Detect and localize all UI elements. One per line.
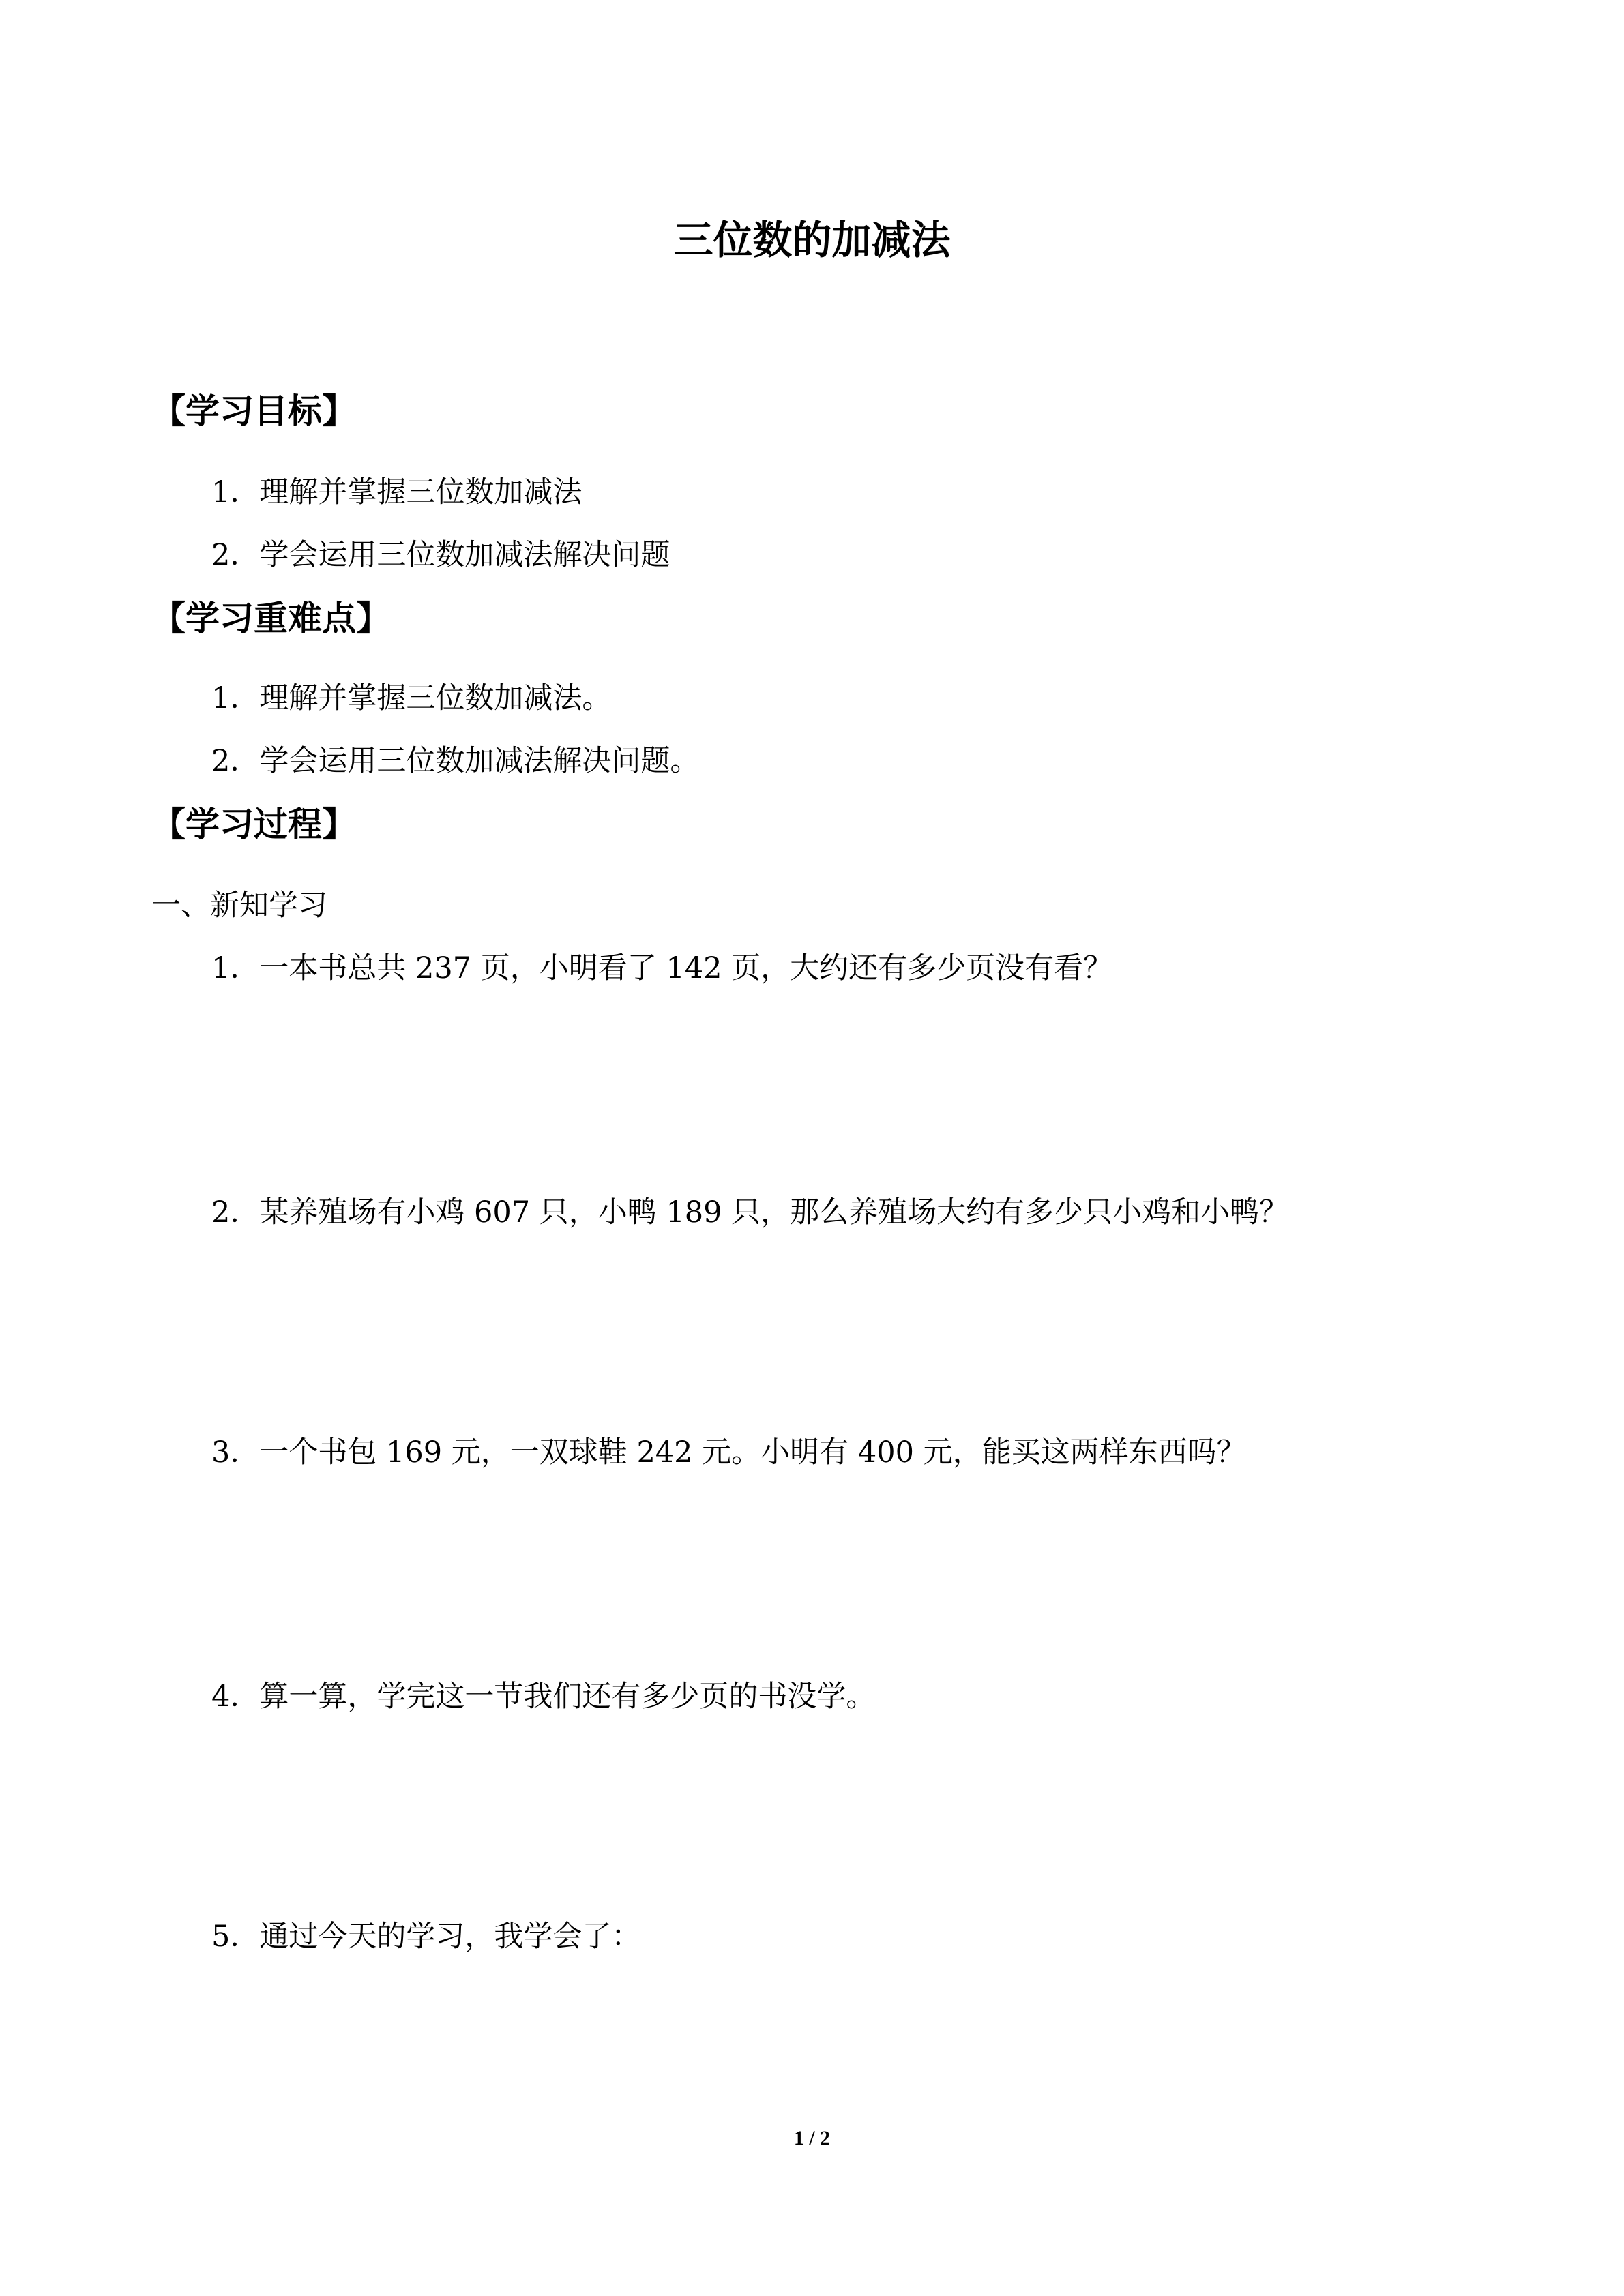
question-4 bbox=[211, 1676, 875, 1717]
question-3 bbox=[211, 1432, 1246, 1473]
question-text: 算一算，学完这一节我们还有多少页的书没学。 bbox=[259, 1680, 876, 1714]
question-text: 某养殖场有小鸡 607 只，小鸭 189 只，那么养殖场大约有多少只小鸡和小鸭？ bbox=[259, 1195, 1289, 1229]
objectives-heading: 【学习目标】 bbox=[151, 391, 356, 431]
objective-number: 1． bbox=[211, 475, 260, 509]
question-text: 一个书包 169 元，一双球鞋 242 元。小明有 400 元，能买这两样东西吗？ bbox=[259, 1435, 1246, 1470]
question-text: 一本书总共 237 页，小明看了 142 页，大约还有多少页没有看？ bbox=[259, 951, 1113, 985]
key-points-heading: 【学习重难点】 bbox=[151, 599, 390, 638]
question-5 bbox=[211, 1916, 640, 1957]
page-number: 1 / 2 bbox=[793, 2127, 831, 2149]
section-label: 一、新知学习 bbox=[151, 889, 327, 923]
question-number: 3． bbox=[211, 1435, 260, 1470]
objective-item-1 bbox=[211, 472, 582, 513]
question-text: 通过今天的学习，我学会了： bbox=[259, 1920, 641, 1954]
page-title: 三位数的加减法 bbox=[673, 217, 951, 263]
key-point-text: 理解并掌握三位数加减法。 bbox=[259, 681, 612, 715]
question-number: 2． bbox=[211, 1195, 260, 1229]
key-point-number: 2． bbox=[211, 744, 260, 778]
key-point-item-2 bbox=[211, 741, 699, 781]
question-number: 1． bbox=[211, 951, 260, 985]
objective-text: 理解并掌握三位数加减法 bbox=[259, 475, 582, 509]
key-point-item-1 bbox=[211, 678, 611, 719]
objective-number: 2． bbox=[211, 538, 260, 572]
question-number: 4． bbox=[211, 1680, 260, 1714]
key-point-number: 1． bbox=[211, 681, 260, 715]
key-point-text: 学会运用三位数加减法解决问题。 bbox=[259, 744, 700, 778]
process-heading: 【学习过程】 bbox=[151, 805, 356, 844]
objective-item-2 bbox=[211, 535, 670, 576]
question-2 bbox=[211, 1192, 1288, 1233]
objective-text: 学会运用三位数加减法解决问题 bbox=[259, 538, 670, 572]
question-1 bbox=[211, 948, 1112, 989]
question-number: 5． bbox=[211, 1920, 260, 1954]
